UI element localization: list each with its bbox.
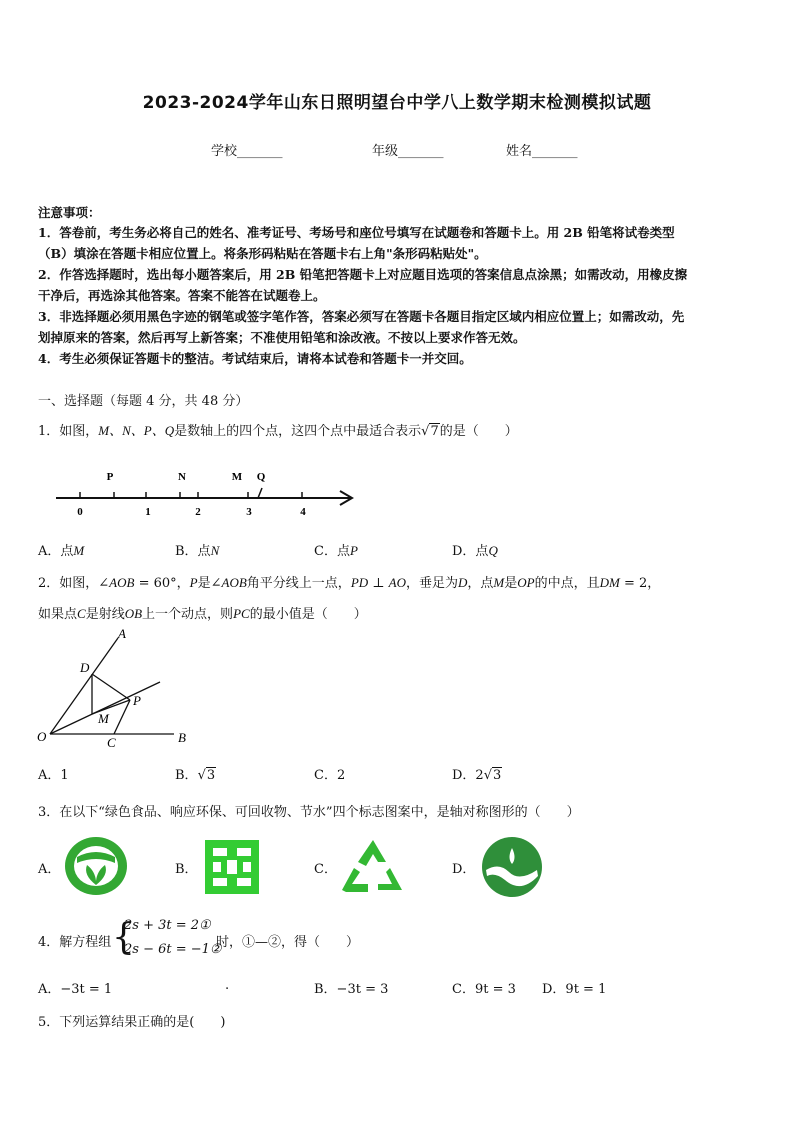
option-a[interactable]: A．点M — [38, 543, 85, 559]
notes-line: 1．答卷前，考生务必将自己的姓名、准考证号、考场号和座位号填写在试题卷和答题卡上。用 2B 铅笔将试卷类型 — [38, 225, 675, 240]
equation-2: 2s − 6t = −1② — [124, 942, 222, 957]
fig-label-m: M — [98, 711, 109, 726]
notes-line: 2．作答选择题时，选出每小题答案后，用 2B 铅笔把答题卡上对应题目选项的答案信息点涂黑；如需改动，用橡皮擦 — [38, 267, 688, 282]
axis-label: 2 — [195, 506, 201, 518]
notes-line: 3．非选择题必须用黑色字迹的钢笔或签字笔作答，答案必须写在答题卡各题目指定区域内相应位置上；如需改动，先 — [38, 309, 685, 324]
question-2-line1: 2．如图，∠AOB = 60°，P是∠AOB角平分线上一点，PD ⊥ AO，垂足为D，点M是OP的中点，且DM = 2， — [38, 575, 661, 591]
stray-dot: . — [225, 978, 230, 993]
page-title: 2023-2024学年山东日照明望台中学八上数学期末检测模拟试题 — [142, 93, 652, 113]
point-label: M — [231, 471, 243, 483]
question-3: 3．在以下“绿色食品、响应环保、可回收物、节水”四个标志图案中，是轴对称图形的（ ） — [38, 805, 580, 820]
option-b[interactable]: B．√3 — [175, 768, 216, 783]
option-b[interactable]: B．点N — [175, 543, 220, 559]
section-heading: 一、选择题（每题 4 分，共 48 分） — [38, 394, 249, 409]
geometry-figure — [34, 628, 204, 752]
point-label: Q — [256, 471, 266, 483]
notes-heading: 注意事项： — [38, 205, 101, 220]
point-label: P — [106, 471, 114, 483]
fig-label-o: O — [37, 729, 47, 744]
option-c[interactable]: C．9t = 3 — [452, 982, 516, 997]
question-4-suffix: 时，①—②，得（ ） — [216, 935, 360, 950]
fig-label-b: B — [178, 730, 186, 745]
point-label: N — [178, 471, 186, 483]
fig-label-c: C — [107, 735, 116, 750]
option-d[interactable]: D． — [452, 862, 476, 877]
option-c[interactable]: C．点P — [314, 543, 358, 559]
fig-label-p: P — [133, 693, 141, 708]
water-saving-icon — [481, 836, 543, 898]
question-2-line2: 如果点C是射线OB上一个动点，则PC的最小值是（ ） — [38, 606, 367, 622]
notes-line: 划掉原来的答案，然后再写上新答案；不准使用铅笔和涂改液。不按以上要求作答无效。 — [38, 330, 526, 345]
question-5: 5．下列运算结果正确的是( ) — [38, 1015, 226, 1030]
green-food-icon — [63, 835, 129, 897]
environmental-icon — [203, 838, 261, 896]
notes-line: 4．考生必须保证答题卡的整洁。考试结束后，请将本试卷和答题卡一并交回。 — [38, 351, 472, 366]
question-1: 1．如图，M、N、P、Q是数轴上的四个点，这四个点中最适合表示√7的是（ ） — [38, 423, 518, 439]
option-c[interactable]: C． — [314, 862, 337, 877]
axis-label: 0 — [77, 506, 83, 518]
brace: { — [112, 917, 135, 958]
option-b[interactable]: B．−3t = 3 — [314, 982, 389, 997]
axis-label: 4 — [300, 506, 306, 518]
axis-label: 3 — [246, 506, 252, 518]
option-d[interactable]: D．9t = 1 — [542, 982, 607, 997]
fig-label-d: D — [80, 660, 90, 675]
option-d[interactable]: D．2√3 — [452, 768, 502, 783]
name-field: 姓名_______ — [506, 144, 578, 159]
notes-line: （B）填涂在答题卡相应位置上。将条形码粘贴在答题卡右上角"条形码粘贴处"。 — [38, 246, 487, 261]
grade-field: 年级_______ — [372, 144, 444, 159]
number-line-figure — [50, 462, 360, 522]
notes-line: 干净后，再选涂其他答案。答案不能答在试题卷上。 — [38, 288, 326, 303]
axis-label: 1 — [145, 506, 151, 518]
option-d[interactable]: D．点Q — [452, 543, 498, 559]
question-4-prefix: 4．解方程组 — [38, 935, 112, 950]
option-a[interactable]: A．1 — [38, 768, 69, 783]
school-field: 学校_______ — [211, 144, 283, 159]
fig-label-a: A — [118, 628, 126, 641]
equation-1: 2s + 3t = 2① — [124, 918, 211, 933]
option-c[interactable]: C．2 — [314, 768, 346, 783]
option-a[interactable]: A． — [38, 862, 61, 877]
option-a[interactable]: A．−3t = 1 — [38, 982, 113, 997]
option-b[interactable]: B． — [175, 862, 198, 877]
recycle-icon — [338, 836, 408, 896]
